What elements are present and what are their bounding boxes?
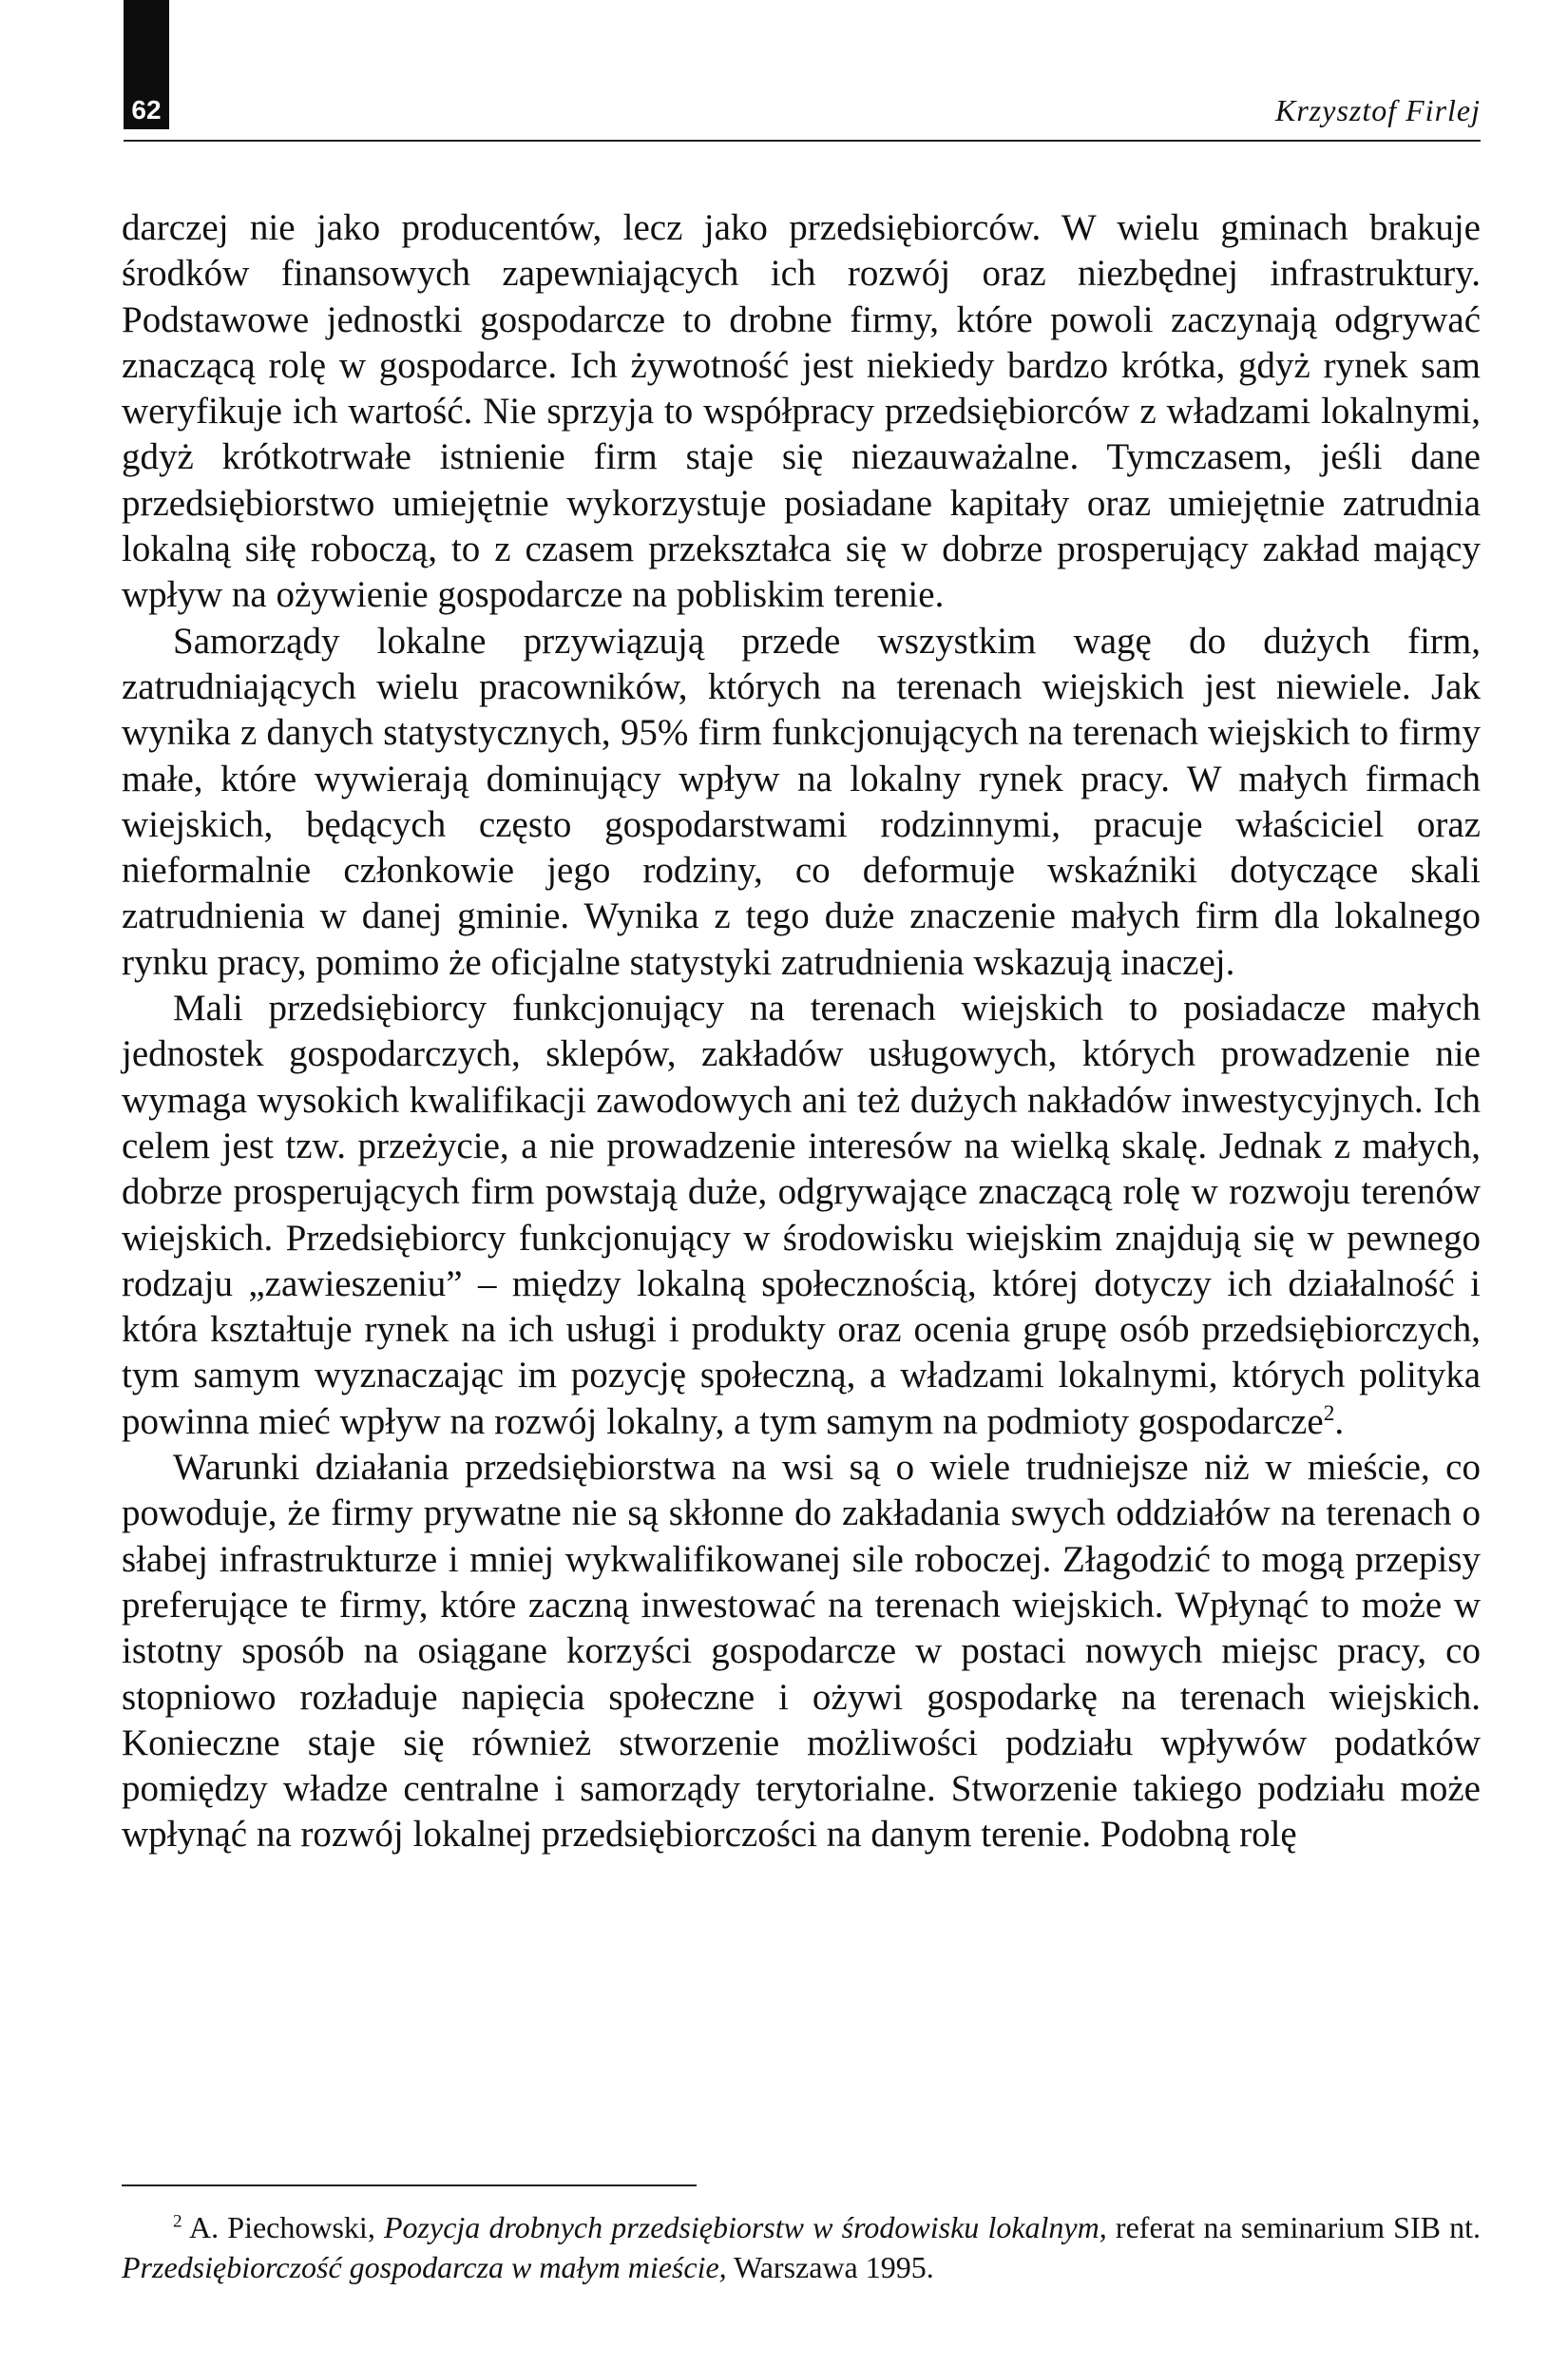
page-edge-tab xyxy=(124,0,169,91)
running-head-author: Krzysztof Firlej xyxy=(1274,93,1481,127)
body-text xyxy=(122,205,1481,1858)
page-number: 62 xyxy=(124,91,169,129)
paragraph-2: Samorządy lokalne przywiązują przede wszystkim wagę do dużych firm, zatrudniających wielu pracowników, których na terenach wiejskich jest niewiele. Jak wynika z danych statystycznych, 95% firm funkcjonujących na terenach wiejskich to firmy małe, które wywierają dominujący wpływ na lokalny rynek pracy. W małych firmach wiejskich, będących często gospodarstwami rodzinnymi, pracuje właściciel oraz nieformalnie członkowie jego rodziny, co deformuje wskaźniki dotyczące skali zatrudnienia w danej gminie. Wynika z tego duże znaczenie małych firm dla lokalnego rynku pracy, pomimo że oficjalne statystyki zatrudnienia wskazują inaczej. xyxy=(122,620,1481,983)
footnote xyxy=(122,2207,1481,2287)
paragraph-3-text: Mali przedsiębiorcy funkcjonujący na terenach wiejskich to posiadacze małych jednostek gospodarczych, sklepów, zakładów usługowych, których prowadzenie nie wymaga wysokich kwalifikacji zawodowych ani też dużych nakładów inwestycyjnych. Ich celem jest tzw. przeżycie, a nie prowadzenie interesów na wielką skalę. Jednak z małych, dobrze prosperujących firm powstają duże, odgrywające znaczącą rolę w rozwoju terenów wiejskich. Przedsiębiorcy funkcjonujący w środowisku wiejskim znajdują się w pewnego rodzaju „zawieszeniu” – między lokalną społecznością, której dotyczy ich działalność i która kształtuje rynek na ich usługi i produkty oraz ocenia grupę osób przedsiębiorczych, tym samym wyznaczając im pozycję społeczną, a władzami lokalnymi, których polityka powinna mieć wpływ na rozwój lokalny, a tym samym na podmioty gospodarcze xyxy=(122,988,1481,1442)
footnote-mid: referat na seminarium SIB nt. xyxy=(1115,2210,1482,2244)
footnote-rule xyxy=(122,2184,697,2186)
footnote-reference[interactable]: 2 xyxy=(1323,1400,1335,1426)
paragraph-3-end: . xyxy=(1334,1400,1345,1442)
paragraph-4: Warunki działania przedsiębiorstwa na wsi są o wiele trudniejsze niż w mieście, co powoduje, że firmy prywatne nie są skłonne do zakładania swych oddziałów na terenach o słabej infrastrukturze i mniej wykwalifikowanej sile roboczej. Złagodzić to mogą przepisy preferujące te firmy, które zaczną inwestować na terenach wiejskich. Wpłynąć to może w istotny sposób na osiągane korzyści gospodarcze w postaci nowych miejsc pracy, co stopniowo rozładuje napięcia społeczne i ożywi gospodarkę na terenach wiejskich. Konieczne staje się również stworzenie możliwości podziału wpływów podatków pomiędzy władze centralne i samorządy terytorialne. Stworzenie takiego podziału może wpłynąć na rozwój lokalnej przedsiębiorczości na danym terenie. Podobną rolę xyxy=(122,1447,1481,1856)
footnote-author: A. Piechowski, xyxy=(189,2210,375,2244)
paragraph-1: darczej nie jako producentów, lecz jako przedsiębiorców. W wielu gminach brakuje środków finansowych zapewniających ich rozwój oraz niezbędnej infrastruktury. Podstawowe jednostki gospodarcze to drobne firmy, które powoli zaczynają odgrywać znaczącą rolę w gospodarce. Ich żywotność jest niekiedy bardzo krótka, gdyż rynek sam weryfikuje ich wartość. Nie sprzyja to współpracy przedsiębiorców z władzami lokalnymi, gdyż krótkotrwałe istnienie firm staje się niezauważalne. Tymczasem, jeśli dane przedsiębiorstwo umiejętnie wykorzystuje posiadane kapitały oraz umiejętnie zatrudnia lokalną siłę roboczą, to z czasem przekształca się w dobrze prosperujący zakład mający wpływ na ożywienie gospodarcze na pobliskim terenie. xyxy=(122,207,1481,616)
footnote-end: Warszawa 1995. xyxy=(734,2250,934,2284)
footnote-title-2: Przedsiębiorczość gospodarcza w małym mieście, xyxy=(122,2250,727,2284)
paragraph-3 xyxy=(122,986,1481,1445)
header-rule xyxy=(124,140,1481,142)
footnote-number: 2 xyxy=(173,2211,182,2232)
footnote-title-1: Pozycja drobnych przedsiębiorstw w środowisku lokalnym, xyxy=(384,2210,1107,2244)
